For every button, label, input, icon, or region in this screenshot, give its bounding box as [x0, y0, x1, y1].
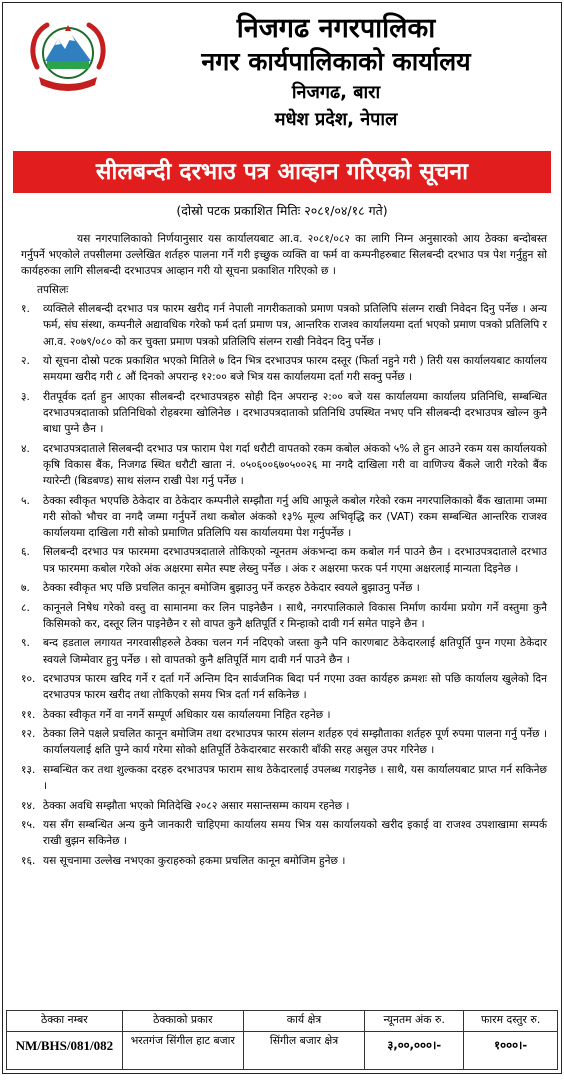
clause-text: ठेक्का अवधि सम्झौता भएको मितिदेखि २०८२ असार मसान्तसम्म कायम रहनेछ ।: [43, 799, 350, 812]
header-tender-type: ठेक्काको प्रकार: [122, 1011, 243, 1032]
clause-text: सम्बन्धित कर तथा शुल्कका दरहरु दरभाउपत्र फाराम साथ ठेकेदारलाई उपलब्ध गराइनेछ । साथै, यस कार्यालयबाट प्राप्त गर्न सकिनेछ ।: [43, 763, 547, 793]
clause-number: ५.: [21, 494, 30, 507]
minimum-amount-cell: ३,००,०००।-: [365, 1032, 464, 1070]
table-row: [7, 1032, 558, 1070]
clause-number: १२.: [21, 728, 36, 741]
list-item: [21, 493, 547, 542]
office-location: निजगढ, बारा: [291, 82, 381, 103]
clause-number: १६.: [21, 854, 36, 867]
clause-text: रीतपूर्वक दर्ता हुन आएका सीलबन्दी दरभाउपत्रहरु सोही दिन अपरान्ह २:०० बजे यस कार्यालयमा कार्यालय प्रतिनिधि, सम्बन्धित दरभाउपत्रदाताको प्रतिनिधिको रोहबरमा खोलिनेछ । दरभाउपत्रदाताको प्रतिनिधि उपस्थित नभए पनि सीलबन्दी दरभाउपत्र खोल्न कुनै बाधा पुग्ने छैन ।: [43, 390, 547, 436]
work-area-cell: सिंगील बजार क्षेत्र: [243, 1032, 364, 1070]
tender-number-cell: NM/BHS/081/082: [7, 1032, 123, 1070]
form-fee-cell: १०००।-: [464, 1032, 558, 1070]
notice-title-banner: सीलबन्दी दरभाउ पत्र आव्हान गरिएको सूचना: [13, 151, 551, 193]
clause-number: १०.: [21, 673, 36, 686]
clause-text: ठेक्का स्वीकृत भएपछि ठेकेदार वा ठेकेदार कम्पनीले सम्झौता गर्नु अघि आफूले कबोल गरेको रकम नगरपालिकाको बैंक खातामा जम्मा गरी सोको भौचर वा नगदै जम्मा गर्नुपर्ने तथा कबोल अंकको १३% मूल्य अभिवृद्धि कर (VAT) रकम सम्बन्धित आन्तरिक राजश्व कार्यालयमा दाखिला गरी सोको प्रमाणित प्रतिलिपि यस कार्यालयमा पेश गर्नुपर्नेछ ।: [43, 494, 547, 539]
clause-number: ८.: [21, 601, 30, 614]
clause-text: व्यक्तिले सीलबन्दी दरभाउ पत्र फारम खरीद गर्न नेपाली नागरीकताको प्रमाण पत्रको प्रतिलिपि संलग्न राखी निवेदन दिनु पर्नेछ । अन्य फर्म, संघ संस्था, कम्पनीले अद्यावधिक गरेको फर्म दर्ता प्रमाण पत्र, आन्तरिक राजश्व कार्यालयमा दर्ता भएको प्रमाण पत्रको प्रतिलिपि र आ.व. २०७९/०८० को कर चुक्ता प्रमाण पत्रको प्रतिलिपि संलग्न राखी निवेदन दिनु पर्नेछ ।: [43, 303, 547, 348]
header-work-area: कार्य क्षेत्र: [243, 1011, 364, 1032]
list-item: [21, 817, 547, 849]
notice-page: [2, 2, 562, 1074]
list-item: [21, 301, 547, 350]
tender-table: [6, 1010, 558, 1070]
province-name: मधेश प्रदेश, नेपाल: [274, 109, 398, 130]
clause-text: बन्द हडताल लगायत नगरवासीहरुले ठेक्का चलन गर्न नदिएको जस्ता कुनै पनि कारणबाट ठेकेदारलाई क्षतिपूर्ति पुग्न गएमा ठेकेदार स्वयले जिम्मेवार हुनु पर्नेछ । सो वापतको कुनै क्षतिपूर्ति माग दावी गर्न पाउने छैन ।: [43, 637, 547, 666]
clause-number: ६.: [21, 546, 30, 559]
clause-number: १४.: [21, 799, 36, 812]
list-item: [21, 600, 547, 632]
list-item: [21, 762, 547, 794]
list-item: [21, 671, 547, 703]
list-item: [21, 580, 547, 596]
list-item: [21, 853, 547, 869]
clause-number: १.: [21, 303, 30, 316]
tender-type-cell: भरतगंज सिंगील हाट बजार: [122, 1032, 243, 1070]
list-item: [21, 726, 547, 758]
clause-text: ठेक्का स्वीकृत गर्ने वा नगर्ने सम्पूर्ण अधिकार यस कार्यालयमा निहित रहनेछ ।: [43, 708, 331, 721]
clause-text: दरभाउपत्र फारम खरिद गर्ने र दर्ता गर्ने अन्तिम दिन सार्वजनिक बिदा पर्न गएमा उक्त कार्यहरु क्रमशः सो पछि कार्यालय खुलेको दिन दरभाउपत्र फारम खरीद तथा तोकिएको समय भित्र दर्ता गर्न सकिनेछ ।: [43, 673, 547, 702]
list-item: [21, 798, 547, 814]
clause-number: ३.: [21, 390, 30, 403]
clause-text: यस सूचनामा उल्लेख नभएका कुराहरुको हकमा प्रचलित कानून बमोजिम हुनेछ ।: [43, 854, 346, 867]
clause-list: [21, 301, 547, 869]
table-header-row: [7, 1011, 558, 1032]
list-item: [21, 544, 547, 576]
clause-number: ४.: [21, 442, 30, 455]
list-item: [21, 441, 547, 490]
notice-body: [3, 231, 561, 869]
list-item: [21, 353, 547, 385]
clause-number: १५.: [21, 819, 36, 832]
clause-number: १३.: [21, 763, 36, 776]
clause-number: २.: [21, 355, 30, 368]
clause-number: ७.: [21, 582, 30, 595]
intro-paragraph: यस नगरपालिकाको निर्णयानुसार यस कार्यालयबाट आ.व. २०८१/०८२ का लागि निम्न अनुसारको आय ठेक्का बन्दोबस्त गर्नुपर्ने भएकोले तपसीलमा उल्लेखित शर्तहरु पालना गर्ने गरी इच्छुक व्यक्ति वा फर्म वा कम्पनीहरुबाट सिलबन्दी दरभाउ पत्र पेश गर्नुहुन सो कार्यहरुका लागि सीलबन्दी दरभाउपत्र आव्हान गरी यो सूचना प्रकाशित गरिएको छ ।: [21, 233, 547, 278]
office-name: नगर कार्यपालिकाको कार्यालय: [201, 47, 471, 76]
clause-text: यो सूचना दोस्रो पटक प्रकाशित भएको मितिले ७ दिन भित्र दरभाउपत्र फारम दस्तूर (फिर्ता नहुने गरी ) तिरी यस कार्यालयबाट कार्यालय समयमा खरीद गरी ८ औं दिनको अपरान्ह १२:०० बजे भित्र यस कार्यालयमा दर्ता गरी सक्नु पर्नेछ ।: [43, 355, 547, 384]
header-minimum-amount: न्यूनतम अंक रु.: [365, 1011, 464, 1032]
list-item: [21, 635, 547, 667]
list-item: [21, 389, 547, 438]
header: [3, 3, 561, 143]
municipality-name: निजगढ नगरपालिका: [236, 13, 436, 44]
publication-date: (दोस्रो पटक प्रकाशित मितिः २०८१/०४/१८ गते): [176, 203, 388, 218]
clause-text: दरभाउपत्रदाताले सिलबन्दी दरभाउ पत्र फाराम पेश गर्दा धरौटी वापतको रकम कबोल अंकको ५% ले हुन आउने रकम यस कार्यालयको कृषि विकास बैंक, निजगढ स्थित धरौटी खाता नं. ०५०६००६७०५००२६ मा नगदै दाखिला गरी वा वाणिज्य बैंकले जारी गरेको बैंक ग्यारेन्टी (बिडबण्ड) साथ संलग्न राखी पेश गर्नु पर्नेछ ।: [43, 442, 547, 488]
government-emblem-icon: [25, 15, 111, 95]
list-item: [21, 707, 547, 723]
clause-text: ठेक्का लिने पक्षले प्रचलित कानून बमोजिम तथा दरभाउपत्र फारम संलग्न शर्तहरु एवं सम्झौताका शर्तहरु पूर्ण रुपमा पालना गर्नु पर्नेछ । कार्यालयलाई क्षति पुग्ने कार्य गरेमा सोको क्षतिपूर्ति ठेकेदारबाट सरकारी बाँकी सरह असुल उपर गरिनेछ ।: [43, 728, 547, 757]
clause-text: सिलबन्दी दरभाउ पत्र फारममा दरभाउपत्रदाताले तोकिएको न्यूनतम अंकभन्दा कम कबोल गर्न पाउने छैन । दरभाउपत्रदाताले दरभाउ पत्र फारममा कबोल गरेको अंक अक्षरमा समेत स्पष्ट लेख्नु पर्नेछ । अंक र अक्षरमा फरक पर्न गएमा अक्षरलाई मान्यता दिइनेछ ।: [43, 546, 547, 575]
clause-text: ठेक्का स्वीकृत भए पछि प्रचलित कानून बमोजिम बुझाउनु पर्ने करहरु ठेकेदार स्वयले बुझाउनु पर्नेछ ।: [43, 582, 420, 595]
clause-text: यस सँग सम्बन्धित अन्य कुनै जानकारी चाहिएमा कार्यालय समय भित्र यस कार्यालयको खरीद इकाई वा राजश्व उपशाखामा सम्पर्क राखी बुझन सकिनेछ ।: [43, 819, 547, 848]
header-form-fee: फारम दस्तुर रु.: [464, 1011, 558, 1032]
header-tender-number: ठेक्का नम्बर: [7, 1011, 123, 1032]
details-label: तपसिलः: [37, 283, 69, 296]
clause-text: कानूनले निषेध गरेको वस्तु वा सामानमा कर लिन पाइनेछैन । साथै, नगरपालिकाले विकास निर्माण कार्यमा प्रयोग गर्ने वस्तुमा कुनै किसिमको कर, दस्तूर लिन पाइनेछैन र सो वापत कुनै क्षतिपूर्ति र मिन्हाको दावी गर्न समेत पाइने छैन ।: [43, 601, 547, 630]
clause-number: ९.: [21, 637, 30, 650]
clause-number: ११.: [21, 708, 36, 721]
